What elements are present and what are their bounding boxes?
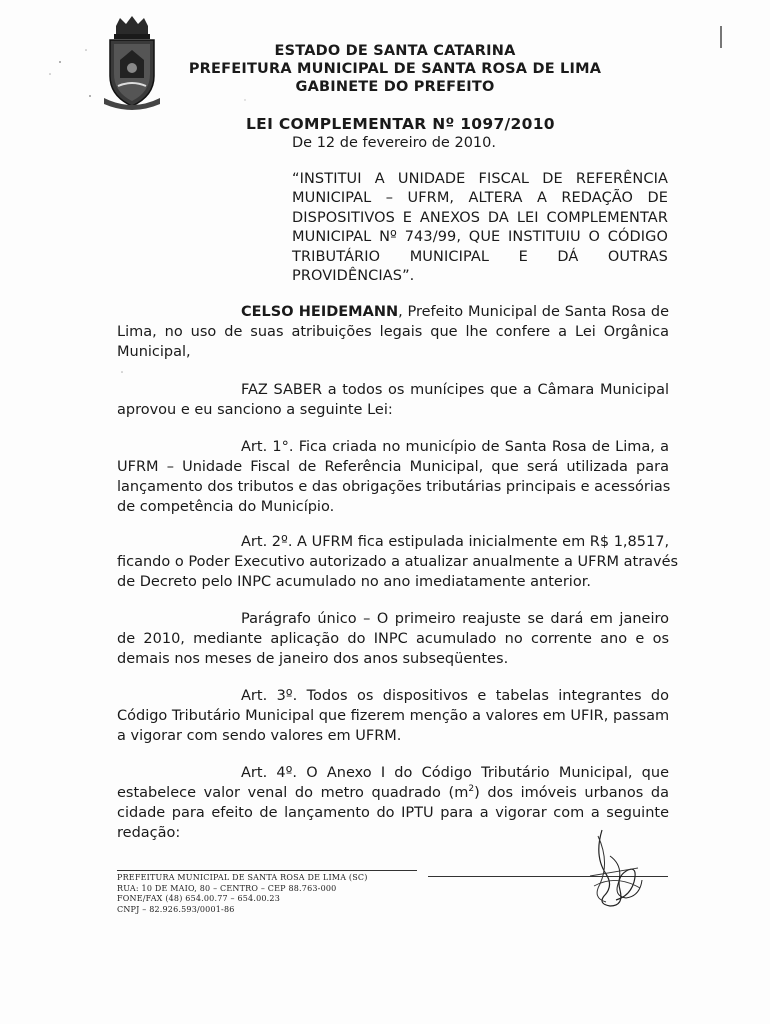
preamble-paragraph: [117, 302, 669, 362]
summary-line: “INSTITUI A UNIDADE FISCAL DE REFERÊNCIA: [292, 171, 668, 187]
footer-line: PREFEITURA MUNICIPAL DE SANTA ROSA DE LIMA (SC): [117, 873, 368, 882]
article-line: [117, 783, 669, 803]
header-state: ESTADO DE SANTA CATARINA: [274, 43, 516, 59]
article-line: UFRM – Unidade Fiscal de Referência Municipal, que será utilizada para: [117, 459, 669, 475]
article-line: Art. 2º. A UFRM fica estipulada inicialmente em R$ 1,8517,: [241, 534, 670, 550]
enactment-line: aprovou e eu sanciono a seguinte Lei:: [117, 402, 393, 418]
mayor-name: CELSO HEIDEMANN: [241, 304, 399, 320]
paragraph-line: de 2010, mediante aplicação do INPC acumulado no corrente ano e os: [117, 631, 669, 647]
article-line: de Decreto pelo INPC acumulado no ano imediatamente anterior.: [117, 574, 591, 590]
article-line-part: ) dos imóveis urbanos da: [474, 785, 669, 801]
enactment-paragraph: [117, 380, 669, 420]
law-title: LEI COMPLEMENTAR Nº 1097/2010: [246, 115, 555, 133]
municipal-coat-of-arms: [100, 16, 164, 112]
handwritten-signature: [580, 826, 646, 910]
summary-line: TRIBUTÁRIO MUNICIPAL E DÁ OUTRAS: [292, 248, 668, 265]
article-line-part: estabelece valor venal do metro quadrado (m: [117, 785, 469, 801]
article-line: a vigorar com sendo valores em UFRM.: [117, 728, 402, 744]
summary-line: MUNICIPAL Nº 743/99, QUE INSTITUIU O CÓDIGO: [292, 229, 668, 246]
footer-divider: [117, 870, 417, 871]
article-line: Art. 4º. O Anexo I do Código Tributário Municipal, que: [241, 765, 669, 781]
article-3: [117, 686, 669, 746]
article-1: [117, 437, 669, 517]
article-2: [117, 532, 679, 592]
law-summary: [292, 170, 668, 286]
paragraph-line: demais nos meses de janeiro dos anos subseqüentes.: [117, 651, 509, 667]
header-office: GABINETE DO PREFEITO: [295, 79, 495, 95]
article-line: Art. 3º. Todos os dispositivos e tabelas integrantes do: [241, 688, 669, 704]
preamble-line: Municipal,: [117, 344, 191, 360]
superscript: 2: [468, 784, 475, 795]
letterhead: [170, 42, 620, 96]
article-line: cidade para efeito de lançamento do IPTU para a vigorar com a seguinte: [117, 805, 669, 821]
footer-line: CNPJ – 82.926.593/0001-86: [117, 904, 235, 914]
summary-line: PROVIDÊNCIAS”.: [292, 267, 415, 284]
preamble-text: , Prefeito Municipal de Santa Rosa de: [398, 304, 669, 320]
summary-line: DISPOSITIVOS E ANEXOS DA LEI COMPLEMENTAR: [292, 209, 668, 226]
paragraph-line: Parágrafo único – O primeiro reajuste se dará em janeiro: [241, 611, 669, 627]
summary-line: MUNICIPAL – UFRM, ALTERA A REDAÇÃO DE: [292, 190, 668, 207]
sole-paragraph: [117, 609, 669, 669]
preamble-line: Lima, no uso de suas atribuições legais que lhe confere a Lei Orgânica: [117, 324, 669, 340]
law-date: De 12 de fevereiro de 2010.: [292, 135, 496, 151]
article-line: lançamento dos tributos e das obrigações tributárias principais e acessórias: [117, 479, 671, 495]
article-line: Art. 1°. Fica criada no município de Santa Rosa de Lima, a: [241, 439, 669, 455]
footer-line: FONE/FAX (48) 654.00.77 – 654.00.23: [117, 894, 280, 903]
preamble-line: [117, 302, 669, 322]
article-line: Código Tributário Municipal que fizerem menção a valores em UFIR, passam: [117, 708, 670, 724]
scan-edge-mark: [720, 26, 722, 48]
footer-address: [117, 873, 368, 915]
footer-line: RUA: 10 DE MAIO, 80 – CENTRO – CEP 88.763-000: [117, 883, 337, 893]
enactment-line: FAZ SABER a todos os munícipes que a Câmara Municipal: [241, 382, 669, 398]
article-line: ficando o Poder Executivo autorizado a atualizar anualmente a UFRM através: [117, 554, 679, 570]
article-line: redação:: [117, 825, 181, 841]
article-line: de competência do Município.: [117, 499, 335, 515]
header-prefecture: PREFEITURA MUNICIPAL DE SANTA ROSA DE LIMA: [188, 61, 602, 77]
